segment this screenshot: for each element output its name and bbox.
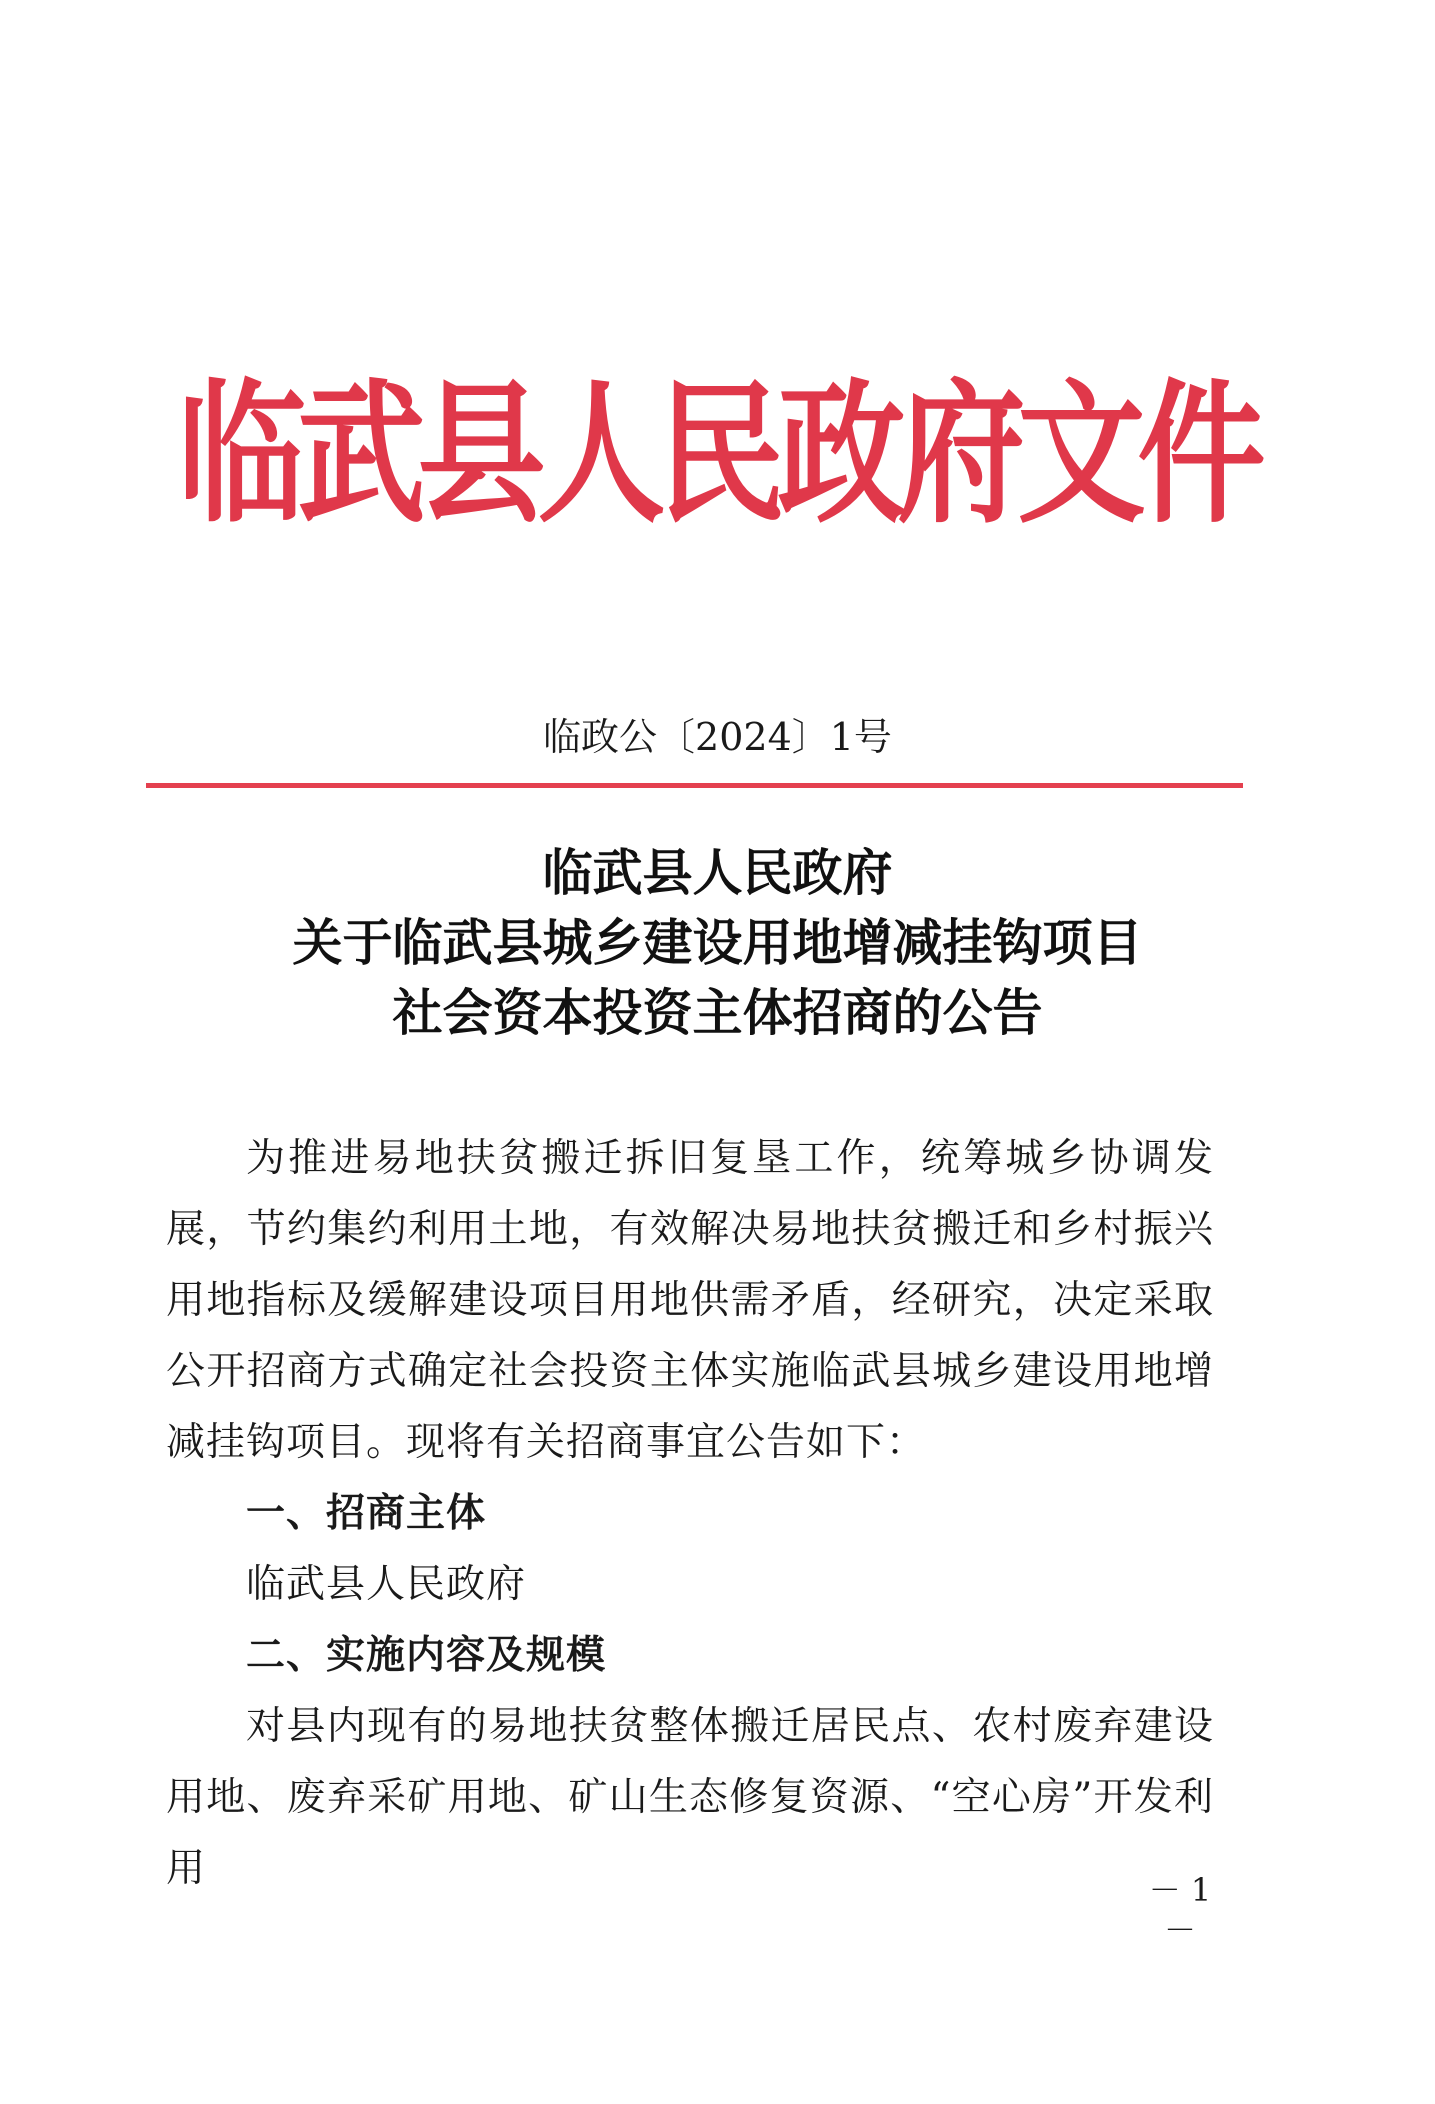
red-divider-line	[146, 783, 1243, 788]
title-line-1: 临武县人民政府	[542, 843, 893, 902]
intro-paragraph: 为推进易地扶贫搬迁拆旧复垦工作，统筹城乡协调发展，节约集约利用土地，有效解决易地扶贫搬迁和乡村振兴用地指标及缓解建设项目用地供需矛盾，经研究，决定采取公开招商方式确定社会投资主体实施临武县城乡建设用地增减挂钩项目。现将有关招商事宜公告如下：	[166, 1136, 1214, 1465]
announcement-title	[0, 838, 1435, 1048]
page-number: － 1 －	[1148, 1871, 1212, 1949]
section-2-text: 对县内现有的易地扶贫整体搬迁居民点、农村废弃建设用地、废弃采矿用地、矿山生态修复资源、“空心房”开发利用	[166, 1704, 1214, 1891]
document-number: 临政公〔2024〕1号	[543, 715, 892, 759]
section-2-heading: 二、实施内容及规模	[246, 1633, 607, 1678]
title-line-3: 社会资本投资主体招商的公告	[392, 983, 1043, 1042]
document-masthead: 临武县人民政府文件	[177, 366, 1258, 545]
announcement-body	[166, 1123, 1214, 1904]
section-1-heading: 一、招商主体	[246, 1491, 487, 1536]
section-1-text: 临武县人民政府	[246, 1562, 527, 1607]
title-line-2: 关于临武县城乡建设用地增减挂钩项目	[292, 913, 1143, 972]
